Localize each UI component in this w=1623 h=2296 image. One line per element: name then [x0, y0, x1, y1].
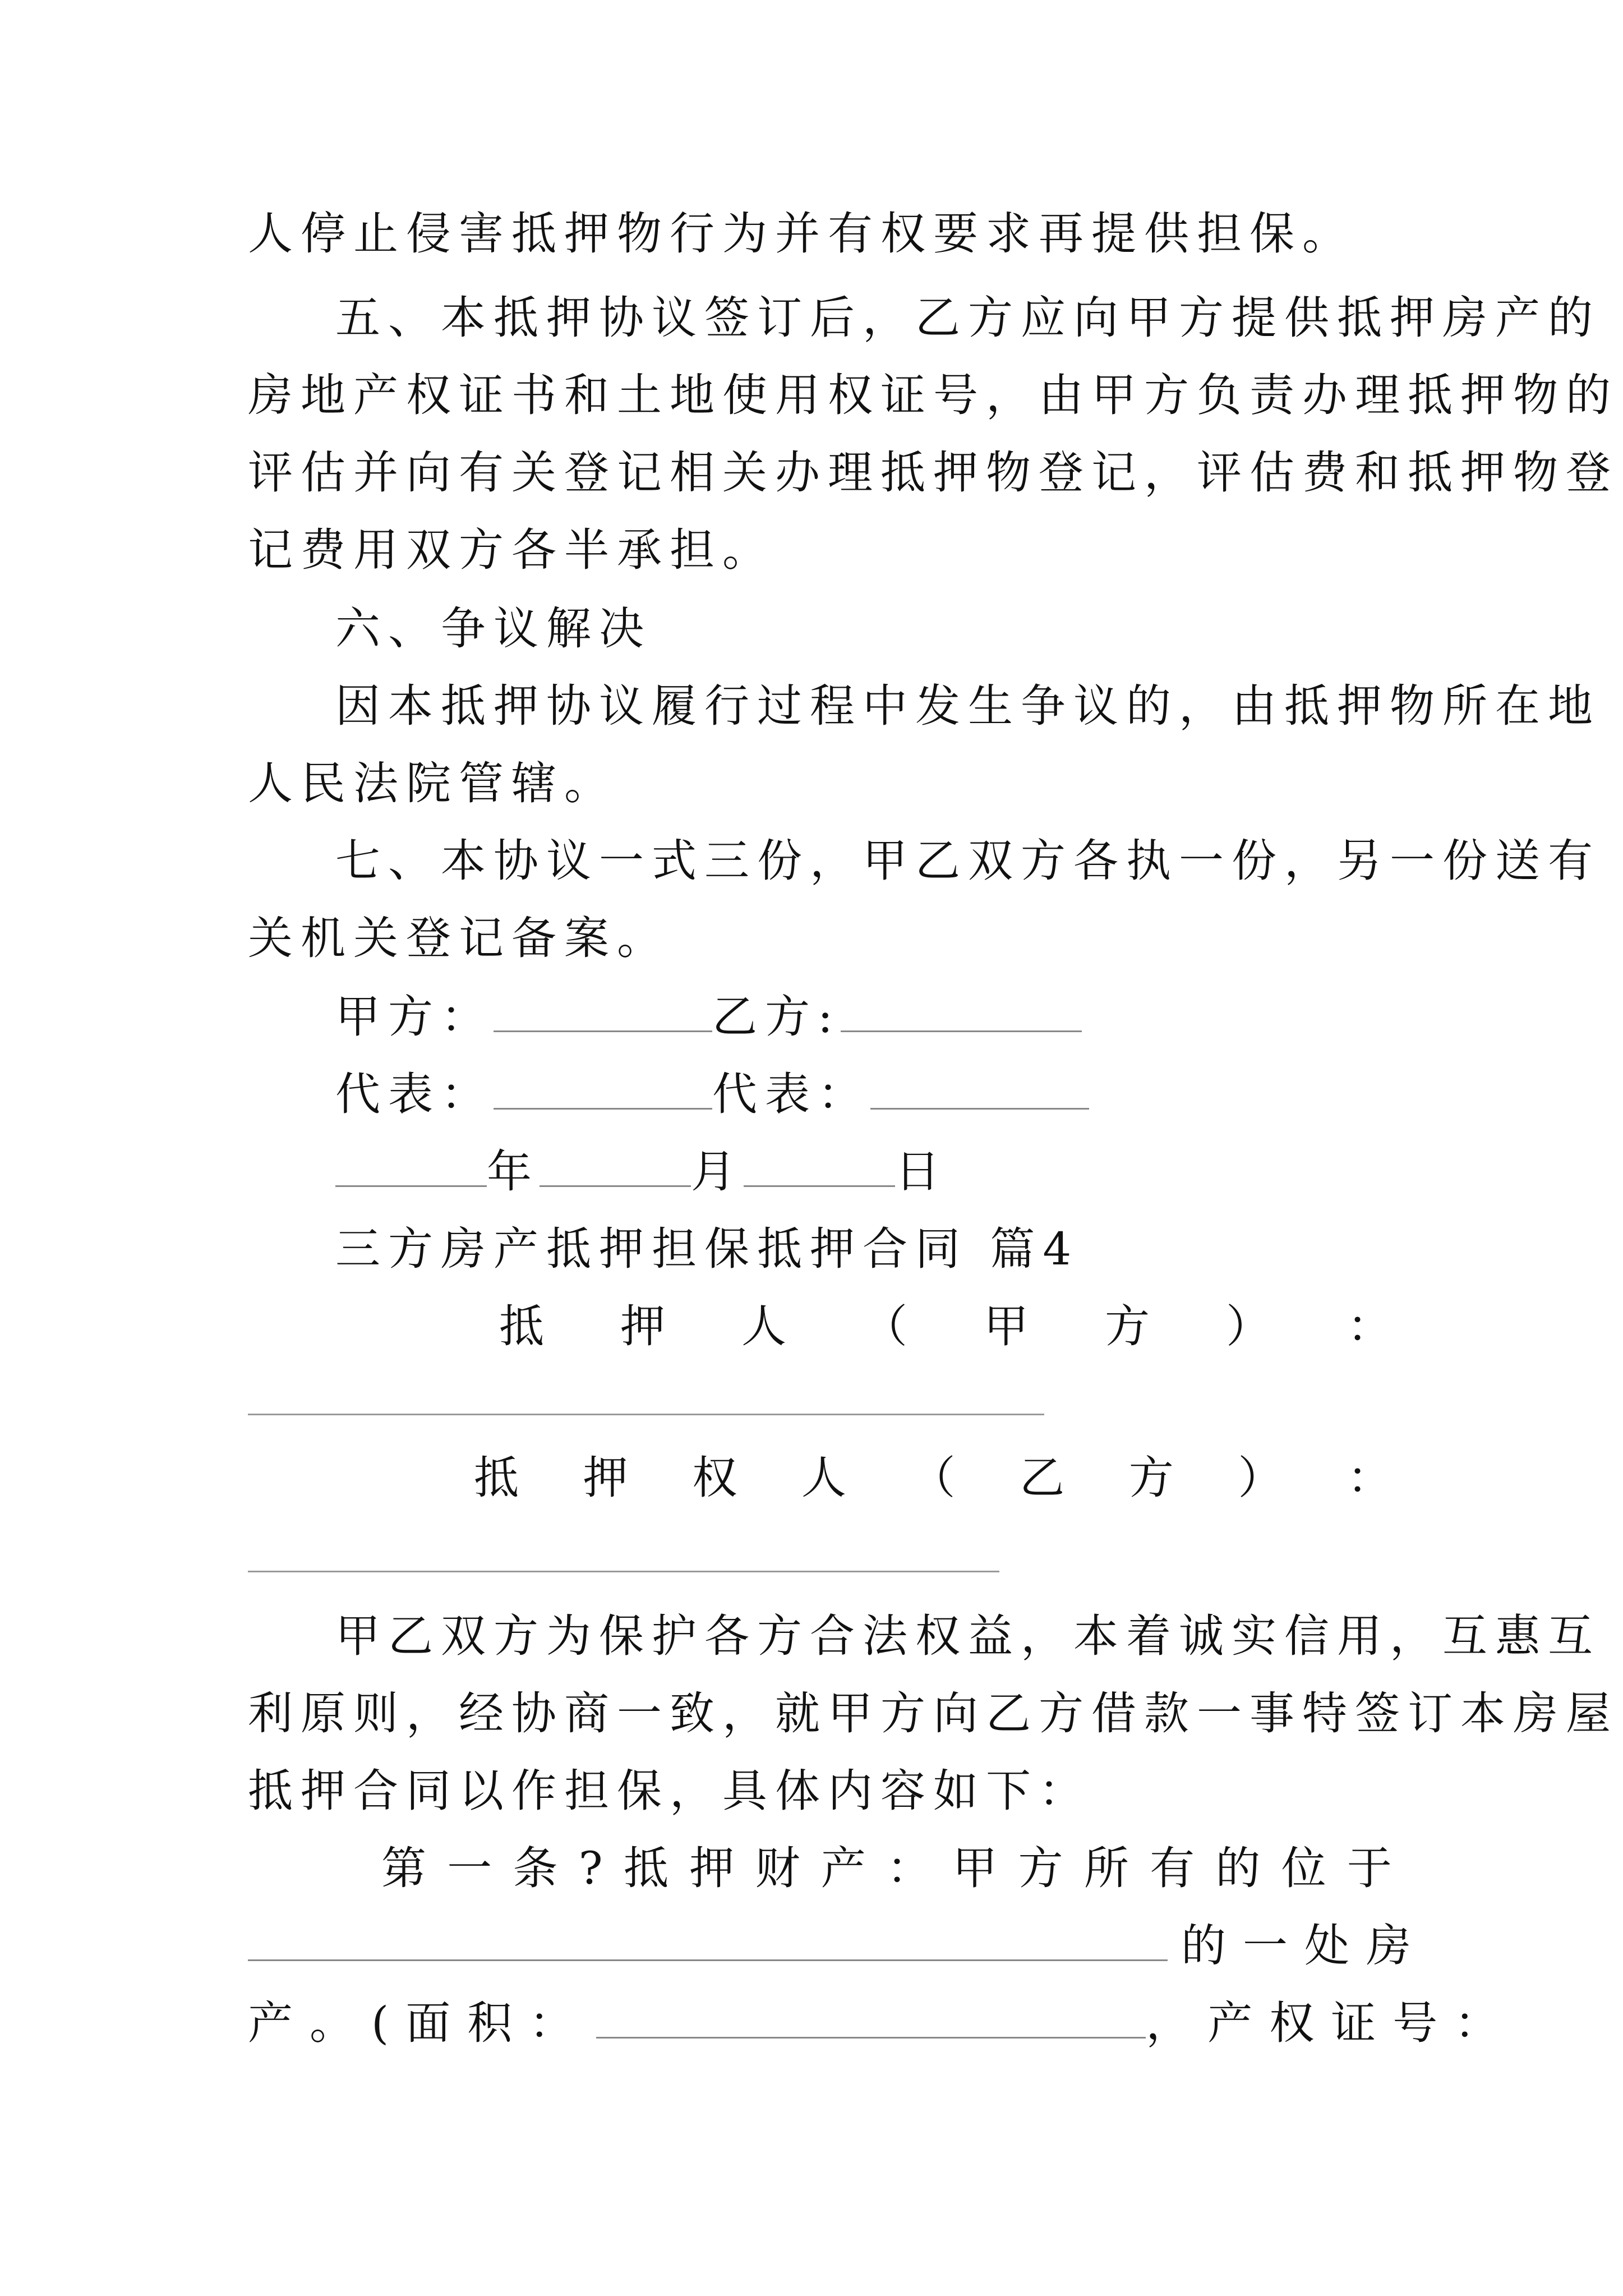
article-1-char: 有 — [1150, 1842, 1195, 1894]
signature-party-row — [335, 981, 1479, 1053]
rep-b-blank — [870, 1073, 1089, 1110]
paragraph-line: 人停止侵害抵押物行为并有权要求再提供担保。 — [248, 208, 1355, 260]
mortgagor-char: 方 — [1105, 1300, 1150, 1352]
article-1-char: ： — [887, 1842, 932, 1894]
article-1-char: ? — [578, 1842, 603, 1894]
mortgagor-char: 抵 — [499, 1300, 544, 1352]
party-b-blank — [841, 996, 1082, 1032]
clause-6-line: 人民法院管辖。 — [248, 757, 617, 809]
intro-line: 甲乙双方为保护各方合法权益，本着诚实信用，互惠互 — [335, 1610, 1601, 1662]
intro-line: 利原则，经协商一致，就甲方向乙方借款一事特签订本房屋 — [248, 1687, 1619, 1740]
mortgagee-blank — [248, 1571, 999, 1572]
mortgagee-char: 方 — [1128, 1452, 1174, 1504]
mortgagee-char: 权 — [692, 1452, 737, 1504]
mortgagor-char: 人 — [741, 1300, 786, 1352]
location-blank — [248, 1925, 1168, 1961]
party-a-label: 甲方： — [335, 991, 494, 1043]
mortgagor-char: ： — [1347, 1300, 1392, 1352]
article-1-char: 产 — [820, 1842, 866, 1894]
day-blank — [744, 1151, 895, 1187]
area-label: 产。(面积： — [248, 1997, 591, 2049]
day-label: 日 — [895, 1145, 948, 1198]
article-1-char: 所 — [1083, 1842, 1129, 1894]
month-label: 月 — [691, 1145, 744, 1198]
month-blank — [540, 1151, 691, 1187]
rep-b-label: 代表： — [712, 1068, 870, 1120]
article-1-char: 位 — [1281, 1842, 1326, 1894]
section-title: 三方房产抵押担保抵押合同 篇4 — [335, 1223, 1080, 1275]
intro-line: 抵押合同以作担保，具体内容如下： — [248, 1765, 1091, 1817]
article-1-char: 押 — [689, 1842, 735, 1894]
article-1-char: 甲 — [952, 1842, 998, 1894]
clause-6-line: 因本抵押协议履行过程中发生争议的，由抵押物所在地 — [335, 680, 1601, 732]
clause-6-heading: 六、争议解决 — [335, 602, 652, 655]
clause-5-line: 评估并向有关登记相关办理抵押物登记，评估费和抵押物登 — [248, 447, 1619, 499]
rep-a-label: 代表： — [335, 1068, 494, 1120]
clause-5-line: 五、本抵押协议签订后，乙方应向甲方提供抵押房产的 — [335, 292, 1601, 344]
mortgagee-char: 乙 — [1020, 1452, 1065, 1504]
signature-rep-row — [335, 1058, 1479, 1131]
mortgagor-char: 甲 — [984, 1300, 1029, 1352]
article-1-char: 于 — [1347, 1842, 1392, 1894]
article-1-line — [381, 1832, 1392, 1905]
mortgagee-line — [474, 1442, 1392, 1515]
article-1-tail: 的一处房 — [1181, 1920, 1428, 1972]
mortgagee-char: （ — [910, 1452, 956, 1504]
clause-7-line: 七、本协议一式三份，甲乙双方各执一份，另一份送有 — [335, 835, 1601, 887]
article-1-char: 第 — [381, 1842, 426, 1894]
mortgagee-char: ： — [1347, 1452, 1392, 1504]
cert-label: ，产权证号： — [1146, 1997, 1516, 2049]
date-row — [335, 1135, 1479, 1208]
mortgagee-char: 人 — [801, 1452, 846, 1504]
rep-a-blank — [494, 1073, 712, 1110]
clause-5-line: 记费用双方各半承担。 — [248, 524, 775, 576]
party-a-blank — [494, 996, 712, 1032]
mortgagee-char: 押 — [583, 1452, 628, 1504]
area-blank — [596, 2002, 1146, 2039]
party-b-label: 乙方: — [712, 991, 841, 1043]
article-1-char: 条 — [513, 1842, 558, 1894]
clause-7-line: 关机关登记备案。 — [248, 912, 670, 964]
article-1-char: 一 — [447, 1842, 492, 1894]
article-1-char: 财 — [755, 1842, 800, 1894]
clause-5-line: 房地产权证书和土地使用权证号，由甲方负责办理抵押物的 — [248, 369, 1619, 421]
mortgagee-char: ） — [1238, 1452, 1283, 1504]
article-1-line-2 — [248, 1910, 1428, 1982]
mortgagor-char: ） — [1226, 1300, 1271, 1352]
mortgagor-char: （ — [863, 1300, 907, 1352]
mortgagor-blank — [248, 1414, 1044, 1415]
article-1-char: 方 — [1018, 1842, 1063, 1894]
article-1-line-3 — [248, 1987, 1516, 2060]
year-label: 年 — [487, 1145, 540, 1198]
article-1-char: 的 — [1215, 1842, 1261, 1894]
mortgagee-char: 抵 — [474, 1452, 519, 1504]
year-blank — [335, 1151, 487, 1187]
mortgagor-line — [499, 1290, 1392, 1363]
mortgagor-char: 押 — [620, 1300, 665, 1352]
article-1-char: 抵 — [623, 1842, 668, 1894]
